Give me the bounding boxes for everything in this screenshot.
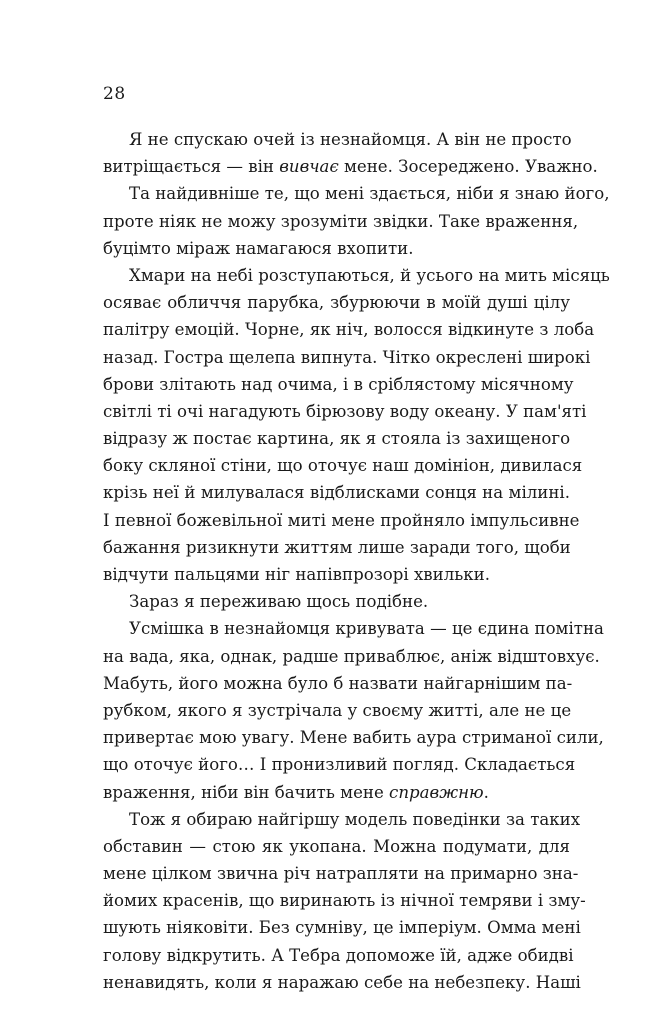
text-run: привертає мою увагу. Мене вабить аура стриманої сили,	[103, 728, 604, 748]
text-run: мене. Зосереджено. Уважно.	[338, 157, 598, 177]
text-line	[103, 914, 581, 941]
text-run: мене цілком звична річ натрапляти на примарно зна-	[103, 864, 579, 884]
paragraph	[103, 588, 570, 615]
emphasis-text: вивчає	[279, 157, 339, 177]
text-line	[103, 153, 598, 180]
page-number: 28	[103, 84, 126, 104]
text-run: брови злітають над очима, і в сріблястому місячному	[103, 374, 574, 394]
text-run: на вада, яка, однак, радше приваблює, аніж відштовхує.	[103, 646, 600, 666]
text-line	[103, 262, 610, 289]
text-line	[103, 561, 570, 588]
text-line	[103, 942, 574, 969]
text-run: Та найдивніше те, що мені здається, ніби я знаю його,	[129, 184, 610, 204]
body-text	[103, 126, 610, 996]
text-run: крізь неї й милувалася відблисками сонця на мілині.	[103, 483, 570, 503]
text-run: Я не спускаю очей із незнайомця. А він не просто	[129, 130, 572, 149]
paragraph	[103, 615, 604, 805]
text-line	[103, 208, 579, 235]
text-run: назад. Гостра щелепа випнута. Чітко окреслені широкі	[103, 347, 591, 367]
text-run: боку скляної стіни, що оточує наш домініон, дивилася	[103, 456, 583, 476]
text-line	[103, 398, 587, 425]
paragraph	[103, 262, 610, 588]
text-run: палітру емоцій. Чорне, як ніч, волосся відкинуте з лоба	[103, 320, 595, 340]
text-line	[103, 697, 570, 724]
text-line	[103, 588, 570, 615]
text-run: проте ніяк не можу зрозуміти звідки. Таке враження,	[103, 211, 579, 231]
text-line	[103, 643, 600, 670]
text-line	[103, 289, 570, 316]
text-run: осяває обличчя парубка, збурюючи в моїй душі цілу	[103, 293, 570, 313]
text-line	[103, 180, 610, 207]
text-run: світлі ті очі нагадують бірюзову воду океану. У пам'яті	[103, 401, 587, 421]
text-run: ненавидять, коли я наражаю себе на небезпеку. Наші	[103, 972, 581, 992]
text-run: відчути пальцями ніг напівпрозорі хвильки.	[103, 565, 490, 584]
text-line	[103, 344, 591, 371]
text-line	[103, 887, 586, 914]
text-line	[103, 452, 583, 479]
text-line	[103, 806, 581, 833]
paragraph	[103, 126, 598, 180]
text-line	[103, 670, 573, 697]
text-run: Тож я обираю найгіршу модель поведінки за таких	[129, 809, 581, 829]
text-run: що оточує його… І пронизливий погляд. Складається	[103, 755, 576, 775]
text-run: голову відкрутить. А Тебра допоможе їй, адже обидві	[103, 945, 574, 965]
text-line	[103, 779, 570, 806]
text-run: шують ніяковіти. Без сумніву, це імперіум. Омма мені	[103, 918, 581, 938]
text-run: Хмари на небі розступаються, й усього на мить місяць	[129, 265, 610, 285]
text-run: витріщається — він	[103, 157, 280, 177]
text-line	[103, 425, 570, 452]
text-run: бажання ризикнути життям лише заради того, щоби	[103, 537, 571, 557]
text-line	[103, 751, 576, 778]
text-run: обставин — стою як укопана. Можна подумати, для	[103, 836, 570, 856]
emphasis-text: справжню	[389, 782, 484, 802]
text-run: Зараз я переживаю щось подібне.	[129, 592, 429, 612]
text-run: Усмішка в незнайомця кривувата — це єдина помітна	[129, 619, 604, 639]
text-line	[103, 724, 604, 751]
text-run: відразу ж постає картина, як я стояла із захищеного	[103, 429, 571, 449]
text-run: .	[483, 782, 489, 802]
text-run: враження, ніби він бачить мене	[103, 782, 390, 802]
text-line	[103, 615, 604, 642]
text-line	[103, 534, 570, 561]
text-line	[103, 316, 595, 343]
text-run: йомих красенів, що виринають із нічної темряви і зму-	[103, 891, 586, 911]
text-line	[103, 969, 581, 996]
paragraph	[103, 180, 610, 262]
text-line	[103, 860, 579, 887]
text-run: Мабуть, його можна було б назвати найгарнішим па-	[103, 673, 573, 693]
text-run: буцімто міраж намагаюся вхопити.	[103, 238, 414, 258]
text-line	[103, 235, 570, 262]
text-line	[103, 371, 574, 398]
text-line	[103, 833, 570, 860]
paragraph	[103, 806, 586, 996]
text-run: рубком, якого я зустрічала у своєму житті, але не це	[103, 700, 572, 720]
text-line	[103, 507, 580, 534]
text-line	[103, 126, 570, 153]
text-line	[103, 479, 570, 506]
text-run: І певної божевільної миті мене пройняло імпульсивне	[103, 510, 580, 530]
